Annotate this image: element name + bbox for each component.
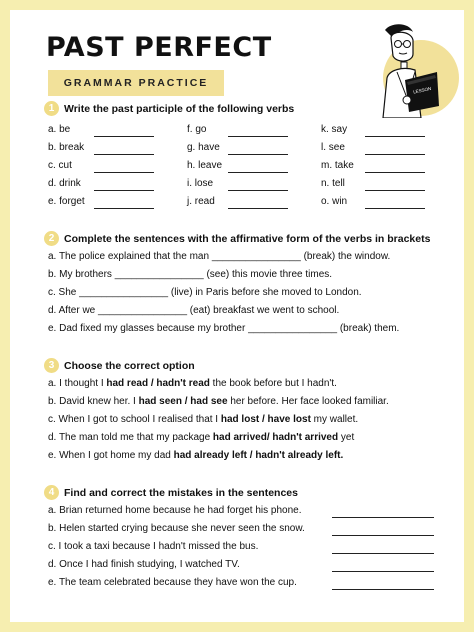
verb-row [10,160,464,176]
option-item: e. When I got home my dad had already left / hadn't already left. [48,450,344,461]
option-choice: had lost / have lost [220,414,311,425]
book-label: LESSON [412,85,432,95]
reading-man-illustration [363,20,463,118]
answer-line [365,154,425,155]
verb-label: g. have [187,142,220,153]
verb-row [10,124,464,140]
section-2-heading [44,231,430,246]
option-item: a. I thought I had read / hadn't read the book before but I hadn't. [48,378,337,389]
section-1-heading [44,101,294,116]
verb-label: f. go [187,124,207,135]
sentence-item: e. Dad fixed my glasses because my brother ________________ (break) them. [48,323,400,334]
mistake-item: d. Once I had finish studying, I watched TV. [48,559,240,570]
answer-line [94,172,154,173]
answer-line [365,172,425,173]
option-item: b. David knew her. I had seen / had see her before. Her face looked familiar. [48,396,389,407]
section-title: Write the past participle of the following verbs [64,102,295,115]
option-choice: had already left / hadn't already left. [173,450,344,461]
mistake-item: a. Brian returned home because he had forget his phone. [48,505,302,516]
verb-label: e. forget [48,196,85,207]
answer-line [365,136,425,137]
page-title: PAST PERFECT [46,32,272,63]
section-4-heading [44,485,298,500]
option-item: d. The man told me that my package had arrived/ hadn't arrived yet [48,432,355,443]
option-choice: had arrived/ hadn't arrived [212,432,339,443]
verb-label: b. break [48,142,85,153]
verb-label: k. say [321,124,348,135]
section-number-badge: 2 [44,231,59,246]
option-choice: had seen / had see [138,396,228,407]
verb-label: o. win [321,196,348,207]
worksheet-page [10,10,464,622]
answer-line [94,208,154,209]
verb-label: a. be [48,124,71,135]
answer-line [228,154,288,155]
section-title: Find and correct the mistakes in the sentences [64,486,298,499]
answer-line [94,190,154,191]
option-item: c. When I got to school I realised that I had lost / have lost my wallet. [48,414,359,425]
verb-label: h. leave [187,160,223,171]
answer-line [228,208,288,209]
answer-line [332,517,434,518]
section-number-badge: 3 [44,358,59,373]
sentence-item: d. After we ________________ (eat) breakfast we went to school. [48,305,340,316]
verb-label: j. read [187,196,215,207]
section-title: Choose the correct option [64,359,195,372]
answer-line [365,208,425,209]
option-choice: had read / hadn't read [106,378,210,389]
verb-label: n. tell [321,178,345,189]
verb-label: d. drink [48,178,81,189]
answer-line [228,136,288,137]
mistake-item: e. The team celebrated because they have won the cup. [48,577,297,588]
mistake-item: b. Helen started crying because she never seen the snow. [48,523,305,534]
answer-line [228,172,288,173]
answer-line [94,154,154,155]
verb-label: c. cut [48,160,72,171]
section-3-heading [44,358,195,373]
verb-label: m. take [321,160,354,171]
sentence-item: a. The police explained that the man ________________ (break) the window. [48,251,391,262]
sentence-item: c. She ________________ (live) in Paris before she moved to London. [48,287,362,298]
verb-row [10,196,464,212]
verb-label: i. lose [187,178,214,189]
answer-line [228,190,288,191]
verb-row [10,142,464,158]
verb-label: l. see [321,142,345,153]
section-number-badge: 1 [44,101,59,116]
section-title: Complete the sentences with the affirmative form of the verbs in brackets [64,232,431,245]
sentence-item: b. My brothers ________________ (see) this movie three times. [48,269,333,280]
page-subtitle: GRAMMAR PRACTICE [63,77,209,89]
answer-line [332,553,434,554]
section-number-badge: 4 [44,485,59,500]
answer-line [332,535,434,536]
verb-row [10,178,464,194]
answer-line [94,136,154,137]
answer-line [332,589,434,590]
mistake-item: c. I took a taxi because I hadn't missed the bus. [48,541,259,552]
answer-line [332,571,434,572]
answer-line [365,190,425,191]
